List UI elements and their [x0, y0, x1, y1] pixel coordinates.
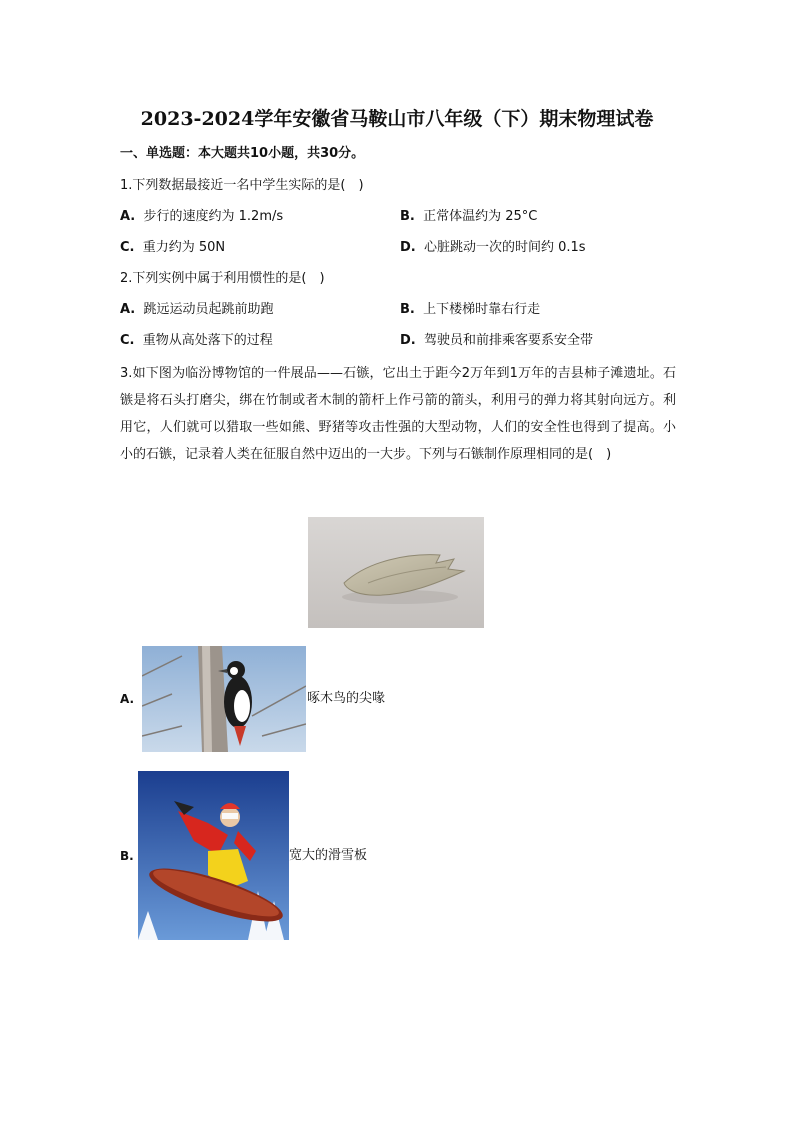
- option-text: 步行的速度约为 1.2m/s: [143, 209, 284, 224]
- question-1-option-a: [120, 208, 283, 226]
- question-1-option-d: [400, 239, 586, 257]
- option-label: D.: [400, 240, 416, 255]
- question-3-option-a-label: A.: [120, 692, 135, 706]
- option-label: B.: [400, 302, 415, 317]
- question-3-stem: 3.如下图为临汾博物馆的一件展品——石镞，它出土于距今2万年到1万年的吉县柿子滩遗址。石镞是将石头打磨尖，绑在竹制或者木制的箭杆上作弓箭的箭头，利用弓的弹力将其射向远方。利用它，人们就可以猎取一些如熊、野猪等攻击性强的大型动物，人们的安全性也得到了提高。小小的石镞，记录着人类在征服自然中迈出的一大步。下列与石镞制作原理相同的是( ): [120, 366, 676, 462]
- page-title: 2023-2024学年安徽省马鞍山市八年级（下）期末物理试卷: [140, 108, 654, 130]
- question-3-option-a-text: 啄木鸟的尖喙: [307, 691, 386, 706]
- question-2-option-b: [400, 301, 540, 319]
- question-2-option-d: [400, 332, 593, 350]
- option-text: 跳远运动员起跳前助跑: [143, 302, 274, 317]
- woodpecker-image: [142, 646, 306, 752]
- option-text: 重力约为 50N: [142, 240, 226, 255]
- snowboarder-image: [138, 771, 289, 940]
- option-label: D.: [400, 333, 416, 348]
- question-1-option-b: [400, 208, 537, 226]
- option-label: A.: [120, 302, 136, 317]
- option-text: 心脏跳动一次的时间约 0.1s: [424, 240, 586, 255]
- question-1-stem: 1.下列数据最接近一名中学生实际的是( ): [120, 178, 364, 193]
- question-3-option-b-label: B.: [120, 849, 134, 863]
- stone-arrowhead-image: [308, 517, 484, 628]
- question-2-option-c: [120, 332, 273, 350]
- question-2-stem: 2.下列实例中属于利用惯性的是( ): [120, 271, 325, 286]
- section-heading: 一、单选题：本大题共10小题，共30分。: [120, 146, 365, 161]
- option-text: 驾驶员和前排乘客要系安全带: [424, 333, 594, 348]
- option-text: 上下楼梯时靠右行走: [423, 302, 541, 317]
- question-3-option-b-text: 宽大的滑雪板: [289, 848, 368, 863]
- option-label: C.: [120, 333, 135, 348]
- question-1-option-c: [120, 239, 225, 257]
- option-label: C.: [120, 240, 135, 255]
- question-2-option-a: [120, 301, 274, 319]
- option-text: 重物从高处落下的过程: [142, 333, 273, 348]
- option-label: A.: [120, 209, 136, 224]
- option-text: 正常体温约为 25°C: [423, 209, 538, 224]
- option-label: B.: [400, 209, 415, 224]
